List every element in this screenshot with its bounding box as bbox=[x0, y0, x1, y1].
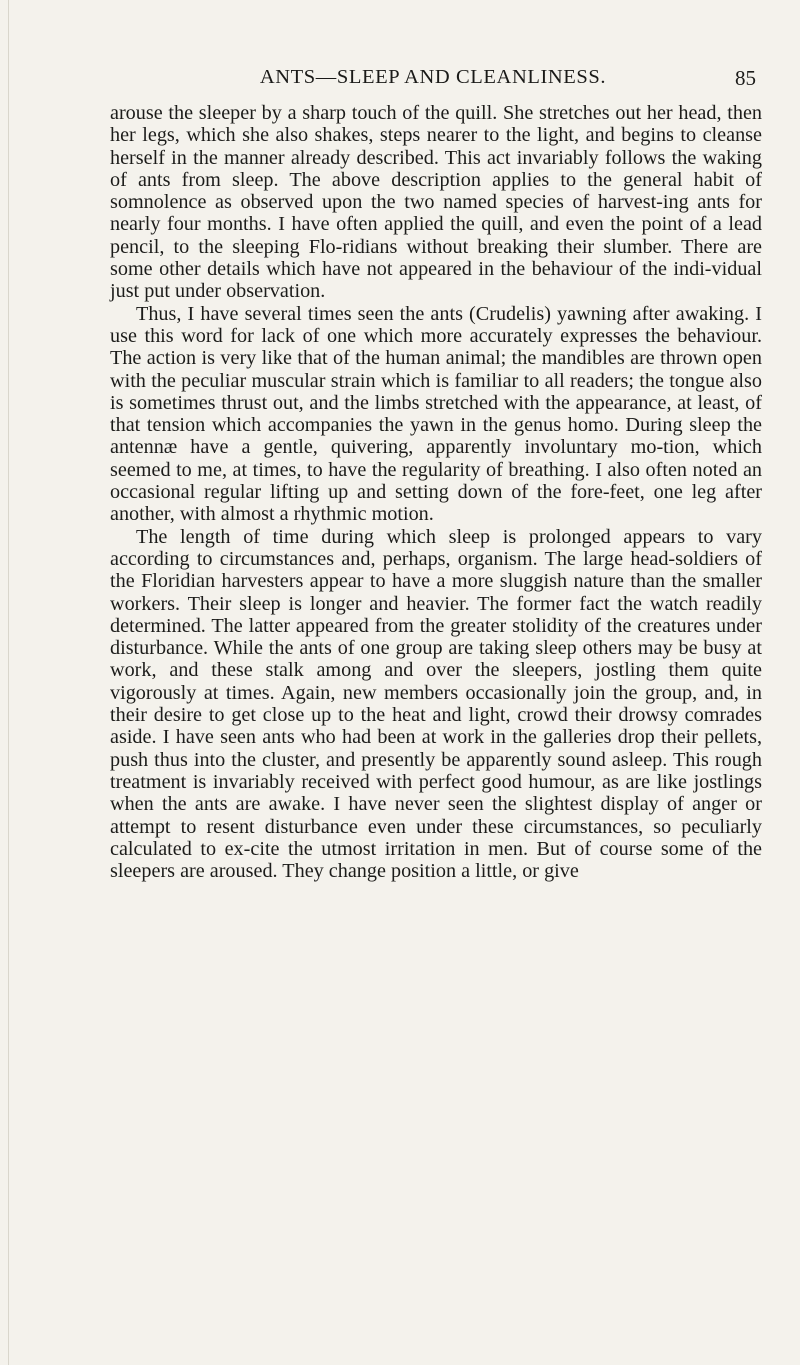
body-text bbox=[110, 102, 762, 882]
page-gutter-edge bbox=[8, 0, 9, 1365]
paragraph-2: Thus, I have several times seen the ants (Crudelis) yawning after awaking. I use this word for lack of one which more accurately expresses the behaviour. The action is very like that of the human animal; the mandibles are thrown open with the peculiar muscular strain which is familiar to all readers; the tongue also is sometimes thrust out, and the limbs stretched with the appearance, at least, of that tension which accompanies the yawn in the genus homo. During sleep the antennæ have a gentle, quivering, apparently involuntary mo-tion, which seemed to me, at times, to have the regularity of breathing. I also often noted an occasional regular lifting up and setting down of the fore-feet, one leg after another, with almost a rhythmic motion. bbox=[110, 302, 762, 526]
paragraph-1: arouse the sleeper by a sharp touch of the quill. She stretches out her head, then her legs, which she also shakes, steps nearer to the light, and begins to cleanse herself in the manner already described. This act invariably follows the waking of ants from sleep. The above description applies to the general habit of somnolence as observed upon the two named species of harvest-ing ants for nearly four months. I have often applied the quill, and even the point of a lead pencil, to the sleeping Flo-ridians without breaking their slumber. There are some other details which have not appeared in the behaviour of the indi-vidual just put under observation. bbox=[110, 102, 762, 303]
page-number: 85 bbox=[735, 66, 756, 90]
running-head: ANTS—SLEEP AND CLEANLINESS. bbox=[259, 66, 607, 88]
page-header bbox=[110, 66, 756, 96]
paragraph-3: The length of time during which sleep is prolonged appears to vary according to circumstances and, perhaps, organism. The large head-soldiers of the Floridian harvesters appear to have a more sluggish nature than the smaller workers. Their sleep is longer and heavier. The former fact the watch readily determined. The latter appeared from the greater stolidity of the creatures under disturbance. While the ants of one group are taking sleep others may be busy at work, and these stalk among and over the sleepers, jostling them quite vigorously at times. Again, new members occasionally join the group, and, in their desire to get close up to the heat and light, crowd their drowsy comrades aside. I have seen ants who had been at work in the galleries drop their pellets, push thus into the cluster, and presently be apparently sound asleep. This rough treatment is invariably received with perfect good humour, as are like jostlings when the ants are awake. I have never seen the slightest display of anger or attempt to resent disturbance even under these circumstances, so peculiarly calculated to ex-cite the utmost irritation in men. But of course some of the sleepers are aroused. They change position a little, or give bbox=[110, 525, 762, 883]
